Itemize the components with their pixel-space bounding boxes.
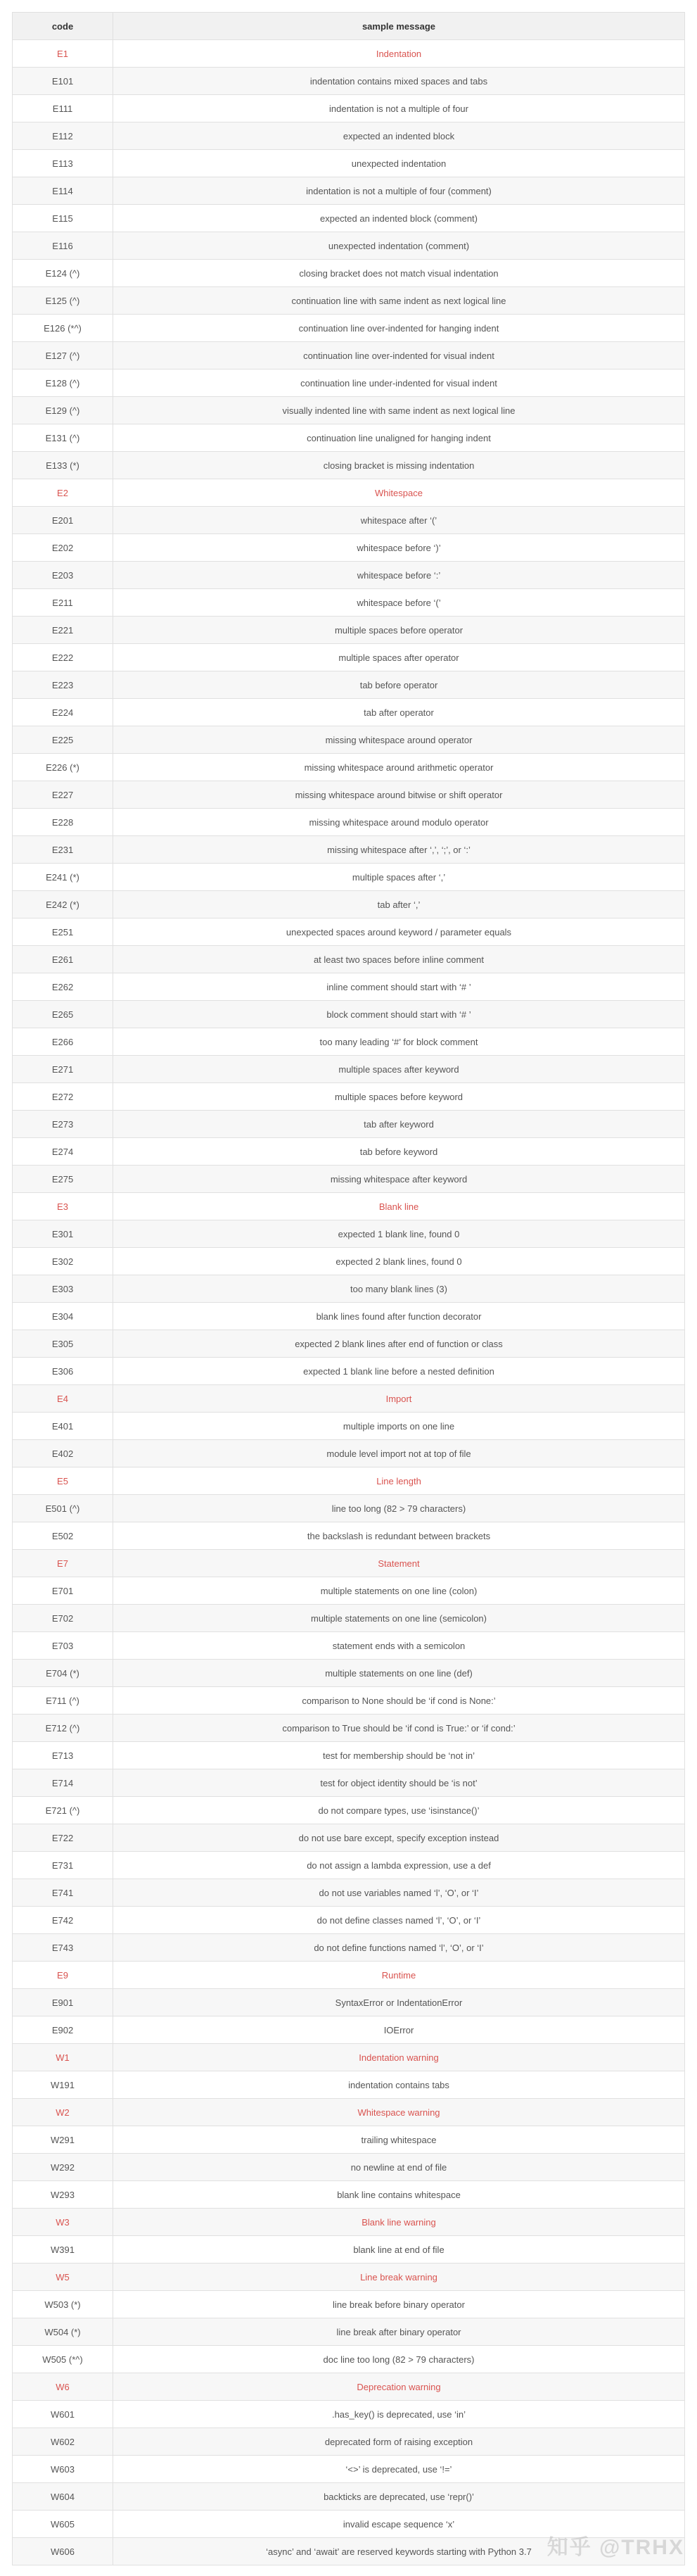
code-cell: E116 — [13, 232, 113, 260]
message-cell: Line length — [113, 1467, 685, 1495]
message-cell: blank line at end of file — [113, 2236, 685, 2264]
table-row — [13, 2181, 685, 2209]
message-cell: Line break warning — [113, 2264, 685, 2291]
code-cell: E129 (^) — [13, 397, 113, 424]
code-cell: E501 (^) — [13, 1495, 113, 1522]
table-row — [13, 589, 685, 617]
table-row — [13, 1989, 685, 2016]
table-row — [13, 1824, 685, 1852]
code-cell: E305 — [13, 1330, 113, 1358]
code-cell: W504 (*) — [13, 2318, 113, 2346]
message-cell: Deprecation warning — [113, 2373, 685, 2401]
code-cell: E115 — [13, 205, 113, 232]
code-cell: E275 — [13, 1166, 113, 1193]
table-row — [13, 1056, 685, 1083]
message-cell: test for object identity should be ‘is not’ — [113, 1769, 685, 1797]
table-row — [13, 891, 685, 918]
code-cell: E711 (^) — [13, 1687, 113, 1715]
code-cell: E203 — [13, 562, 113, 589]
message-cell: unexpected spaces around keyword / parameter equals — [113, 918, 685, 946]
message-cell: invalid escape sequence ‘x’ — [113, 2511, 685, 2538]
table-row — [13, 699, 685, 726]
table-row — [13, 1769, 685, 1797]
section-row — [13, 40, 685, 68]
table-row — [13, 2511, 685, 2538]
code-cell: W503 (*) — [13, 2291, 113, 2318]
code-cell: W505 (*^) — [13, 2346, 113, 2373]
message-cell: whitespace before ‘(’ — [113, 589, 685, 617]
table-row — [13, 1001, 685, 1028]
table-row — [13, 1111, 685, 1138]
message-cell: do not define functions named ‘l’, ‘O’, or ‘I’ — [113, 1934, 685, 1962]
table-row — [13, 2154, 685, 2181]
section-row — [13, 479, 685, 507]
code-cell: W602 — [13, 2428, 113, 2456]
message-cell: blank line contains whitespace — [113, 2181, 685, 2209]
message-cell: Statement — [113, 1550, 685, 1577]
table-row — [13, 1358, 685, 1385]
message-cell: expected an indented block (comment) — [113, 205, 685, 232]
table-row — [13, 864, 685, 891]
message-cell: Blank line warning — [113, 2209, 685, 2236]
message-cell: continuation line over-indented for visual indent — [113, 342, 685, 370]
code-cell: E125 (^) — [13, 287, 113, 315]
table-row — [13, 2428, 685, 2456]
message-cell: multiple statements on one line (def) — [113, 1660, 685, 1687]
code-cell: W1 — [13, 2044, 113, 2071]
message-cell: expected 2 blank lines, found 0 — [113, 1248, 685, 1275]
code-cell: E127 (^) — [13, 342, 113, 370]
table-row — [13, 809, 685, 836]
error-code-table — [12, 12, 685, 2565]
section-row — [13, 1962, 685, 1989]
code-cell: E741 — [13, 1879, 113, 1907]
message-cell: line break before binary operator — [113, 2291, 685, 2318]
table-row — [13, 315, 685, 342]
table-row — [13, 1742, 685, 1769]
code-cell: E113 — [13, 150, 113, 177]
table-row — [13, 1495, 685, 1522]
code-cell: E3 — [13, 1193, 113, 1220]
message-cell: do not compare types, use ‘isinstance()’ — [113, 1797, 685, 1824]
message-cell: multiple spaces before operator — [113, 617, 685, 644]
code-cell: W293 — [13, 2181, 113, 2209]
code-cell: E133 (*) — [13, 452, 113, 479]
code-cell: E901 — [13, 1989, 113, 2016]
section-row — [13, 1385, 685, 1413]
message-cell: tab before operator — [113, 671, 685, 699]
message-cell: no newline at end of file — [113, 2154, 685, 2181]
table-row — [13, 617, 685, 644]
message-cell: tab after operator — [113, 699, 685, 726]
code-cell: E202 — [13, 534, 113, 562]
message-cell: indentation contains mixed spaces and tabs — [113, 68, 685, 95]
message-cell: block comment should start with ‘# ’ — [113, 1001, 685, 1028]
message-cell: line break after binary operator — [113, 2318, 685, 2346]
code-cell: E303 — [13, 1275, 113, 1303]
message-cell: backticks are deprecated, use ‘repr()’ — [113, 2483, 685, 2511]
message-cell: unexpected indentation — [113, 150, 685, 177]
table-row — [13, 1715, 685, 1742]
table-row — [13, 424, 685, 452]
message-cell: missing whitespace after ‘,’, ‘;’, or ‘:’ — [113, 836, 685, 864]
message-cell: inline comment should start with ‘# ’ — [113, 973, 685, 1001]
message-cell: expected 1 blank line, found 0 — [113, 1220, 685, 1248]
message-cell: continuation line with same indent as next logical line — [113, 287, 685, 315]
message-cell: continuation line over-indented for hanging indent — [113, 315, 685, 342]
table-row — [13, 1083, 685, 1111]
table-row — [13, 1687, 685, 1715]
code-cell: E231 — [13, 836, 113, 864]
code-cell: E261 — [13, 946, 113, 973]
code-cell: W601 — [13, 2401, 113, 2428]
section-row — [13, 1550, 685, 1577]
message-cell: deprecated form of raising exception — [113, 2428, 685, 2456]
code-cell: E227 — [13, 781, 113, 809]
message-cell: do not define classes named ‘l’, ‘O’, or ‘I’ — [113, 1907, 685, 1934]
message-cell: doc line too long (82 > 79 characters) — [113, 2346, 685, 2373]
code-cell: E402 — [13, 1440, 113, 1467]
table-row — [13, 2346, 685, 2373]
table-row — [13, 1797, 685, 1824]
code-cell: W2 — [13, 2099, 113, 2126]
code-cell: E7 — [13, 1550, 113, 1577]
table-row — [13, 122, 685, 150]
code-cell: E223 — [13, 671, 113, 699]
message-cell: do not assign a lambda expression, use a def — [113, 1852, 685, 1879]
code-cell: E9 — [13, 1962, 113, 1989]
table-row — [13, 1934, 685, 1962]
table-row — [13, 260, 685, 287]
code-cell: E242 (*) — [13, 891, 113, 918]
table-row — [13, 2236, 685, 2264]
message-cell: whitespace before ‘)’ — [113, 534, 685, 562]
message-cell: multiple statements on one line (colon) — [113, 1577, 685, 1605]
table-row — [13, 370, 685, 397]
message-cell: at least two spaces before inline comment — [113, 946, 685, 973]
code-cell: E1 — [13, 40, 113, 68]
code-cell: E306 — [13, 1358, 113, 1385]
section-row — [13, 2099, 685, 2126]
code-cell: E2 — [13, 479, 113, 507]
table-row — [13, 1440, 685, 1467]
message-cell: module level import not at top of file — [113, 1440, 685, 1467]
table-row — [13, 754, 685, 781]
code-cell: E266 — [13, 1028, 113, 1056]
message-cell: .has_key() is deprecated, use ‘in’ — [113, 2401, 685, 2428]
message-cell: blank lines found after function decorator — [113, 1303, 685, 1330]
code-cell: W391 — [13, 2236, 113, 2264]
code-cell: E211 — [13, 589, 113, 617]
code-cell: W603 — [13, 2456, 113, 2483]
table-row — [13, 150, 685, 177]
message-cell: Import — [113, 1385, 685, 1413]
message-cell: missing whitespace around modulo operator — [113, 809, 685, 836]
table-row — [13, 534, 685, 562]
message-cell: comparison to True should be ‘if cond is True:’ or ‘if cond:’ — [113, 1715, 685, 1742]
code-cell: E262 — [13, 973, 113, 1001]
code-cell: E304 — [13, 1303, 113, 1330]
table-row — [13, 1577, 685, 1605]
message-column-header: sample message — [113, 13, 685, 40]
code-cell: E114 — [13, 177, 113, 205]
code-column-header: code — [13, 13, 113, 40]
message-cell: continuation line unaligned for hanging indent — [113, 424, 685, 452]
table-row — [13, 973, 685, 1001]
table-row — [13, 95, 685, 122]
table-row — [13, 2483, 685, 2511]
code-cell: E902 — [13, 2016, 113, 2044]
message-cell: multiple spaces after keyword — [113, 1056, 685, 1083]
table-row — [13, 726, 685, 754]
table-row — [13, 1605, 685, 1632]
table-row — [13, 507, 685, 534]
table-row — [13, 1220, 685, 1248]
table-row — [13, 397, 685, 424]
code-cell: E222 — [13, 644, 113, 671]
code-cell: E704 (*) — [13, 1660, 113, 1687]
message-cell: missing whitespace around bitwise or shift operator — [113, 781, 685, 809]
message-cell: Blank line — [113, 1193, 685, 1220]
section-row — [13, 2373, 685, 2401]
code-cell: E111 — [13, 95, 113, 122]
code-cell: E224 — [13, 699, 113, 726]
code-cell: E251 — [13, 918, 113, 946]
code-cell: E703 — [13, 1632, 113, 1660]
message-cell: IOError — [113, 2016, 685, 2044]
code-cell: E4 — [13, 1385, 113, 1413]
code-cell: E5 — [13, 1467, 113, 1495]
table-row — [13, 1413, 685, 1440]
code-cell: E731 — [13, 1852, 113, 1879]
message-cell: trailing whitespace — [113, 2126, 685, 2154]
message-cell: ‘<>’ is deprecated, use ‘!=’ — [113, 2456, 685, 2483]
code-cell: E714 — [13, 1769, 113, 1797]
message-cell: too many blank lines (3) — [113, 1275, 685, 1303]
table-row — [13, 1852, 685, 1879]
code-cell: E721 (^) — [13, 1797, 113, 1824]
table-row — [13, 205, 685, 232]
message-cell: SyntaxError or IndentationError — [113, 1989, 685, 2016]
table-row — [13, 1632, 685, 1660]
table-row — [13, 671, 685, 699]
table-row — [13, 2538, 685, 2565]
message-cell: multiple spaces after operator — [113, 644, 685, 671]
code-cell: E743 — [13, 1934, 113, 1962]
message-cell: unexpected indentation (comment) — [113, 232, 685, 260]
message-cell: tab after ‘,’ — [113, 891, 685, 918]
code-cell: E226 (*) — [13, 754, 113, 781]
code-cell: E124 (^) — [13, 260, 113, 287]
message-cell: test for membership should be ‘not in’ — [113, 1742, 685, 1769]
message-cell: whitespace before ‘:’ — [113, 562, 685, 589]
code-cell: W606 — [13, 2538, 113, 2565]
message-cell: indentation contains tabs — [113, 2071, 685, 2099]
code-cell: E241 (*) — [13, 864, 113, 891]
table-row — [13, 2291, 685, 2318]
table-row — [13, 2071, 685, 2099]
table-row — [13, 781, 685, 809]
table-row — [13, 1522, 685, 1550]
message-cell: ‘async’ and ‘await’ are reserved keywords starting with Python 3.7 — [113, 2538, 685, 2565]
table-row — [13, 452, 685, 479]
message-cell: continuation line under-indented for visual indent — [113, 370, 685, 397]
code-cell: W5 — [13, 2264, 113, 2291]
code-cell: E265 — [13, 1001, 113, 1028]
message-cell: missing whitespace after keyword — [113, 1166, 685, 1193]
code-cell: W291 — [13, 2126, 113, 2154]
message-cell: visually indented line with same indent as next logical line — [113, 397, 685, 424]
message-cell: multiple spaces before keyword — [113, 1083, 685, 1111]
message-cell: closing bracket is missing indentation — [113, 452, 685, 479]
code-cell: E713 — [13, 1742, 113, 1769]
table-row — [13, 342, 685, 370]
table-row — [13, 177, 685, 205]
table-row — [13, 1248, 685, 1275]
code-cell: E271 — [13, 1056, 113, 1083]
message-cell: multiple statements on one line (semicolon) — [113, 1605, 685, 1632]
code-cell: E131 (^) — [13, 424, 113, 452]
message-cell: indentation is not a multiple of four — [113, 95, 685, 122]
message-cell: do not use variables named ‘l’, ‘O’, or ‘I’ — [113, 1879, 685, 1907]
code-cell: E112 — [13, 122, 113, 150]
section-row — [13, 2044, 685, 2071]
message-cell: indentation is not a multiple of four (comment) — [113, 177, 685, 205]
message-cell: missing whitespace around arithmetic operator — [113, 754, 685, 781]
message-cell: statement ends with a semicolon — [113, 1632, 685, 1660]
message-cell: multiple spaces after ‘,’ — [113, 864, 685, 891]
table-row — [13, 1138, 685, 1166]
table-row — [13, 68, 685, 95]
code-cell: E712 (^) — [13, 1715, 113, 1742]
code-cell: E225 — [13, 726, 113, 754]
message-cell: expected 2 blank lines after end of function or class — [113, 1330, 685, 1358]
message-cell: Indentation — [113, 40, 685, 68]
table-row — [13, 1166, 685, 1193]
header-row — [13, 13, 685, 40]
section-row — [13, 1193, 685, 1220]
message-cell: missing whitespace around operator — [113, 726, 685, 754]
table-row — [13, 1879, 685, 1907]
table-row — [13, 287, 685, 315]
code-cell: W6 — [13, 2373, 113, 2401]
message-cell: closing bracket does not match visual indentation — [113, 260, 685, 287]
table-row — [13, 836, 685, 864]
message-cell: Runtime — [113, 1962, 685, 1989]
code-cell: E742 — [13, 1907, 113, 1934]
message-cell: Whitespace warning — [113, 2099, 685, 2126]
section-row — [13, 2209, 685, 2236]
table-row — [13, 2456, 685, 2483]
code-cell: W292 — [13, 2154, 113, 2181]
message-cell: expected 1 blank line before a nested definition — [113, 1358, 685, 1385]
message-cell: line too long (82 > 79 characters) — [113, 1495, 685, 1522]
section-row — [13, 1467, 685, 1495]
code-cell: E221 — [13, 617, 113, 644]
code-cell: W605 — [13, 2511, 113, 2538]
code-cell: E228 — [13, 809, 113, 836]
code-cell: E274 — [13, 1138, 113, 1166]
code-cell: E273 — [13, 1111, 113, 1138]
code-cell: E701 — [13, 1577, 113, 1605]
message-cell: comparison to None should be ‘if cond is None:’ — [113, 1687, 685, 1715]
table-row — [13, 946, 685, 973]
message-cell: the backslash is redundant between brackets — [113, 1522, 685, 1550]
table-row — [13, 1028, 685, 1056]
table-row — [13, 1907, 685, 1934]
table-row — [13, 2401, 685, 2428]
code-cell: E201 — [13, 507, 113, 534]
code-cell: E401 — [13, 1413, 113, 1440]
message-cell: Whitespace — [113, 479, 685, 507]
code-cell: E101 — [13, 68, 113, 95]
message-cell: tab before keyword — [113, 1138, 685, 1166]
table-row — [13, 1330, 685, 1358]
message-cell: too many leading ‘#’ for block comment — [113, 1028, 685, 1056]
section-row — [13, 2264, 685, 2291]
code-cell: E128 (^) — [13, 370, 113, 397]
table-row — [13, 644, 685, 671]
message-cell: tab after keyword — [113, 1111, 685, 1138]
table-row — [13, 2016, 685, 2044]
code-cell: E702 — [13, 1605, 113, 1632]
message-cell: expected an indented block — [113, 122, 685, 150]
table-row — [13, 2318, 685, 2346]
table-row — [13, 1303, 685, 1330]
code-cell: W604 — [13, 2483, 113, 2511]
table-row — [13, 918, 685, 946]
code-cell: W191 — [13, 2071, 113, 2099]
message-cell: Indentation warning — [113, 2044, 685, 2071]
code-cell: E301 — [13, 1220, 113, 1248]
code-cell: E722 — [13, 1824, 113, 1852]
table-row — [13, 232, 685, 260]
message-cell: whitespace after ‘(’ — [113, 507, 685, 534]
table-row — [13, 2126, 685, 2154]
message-cell: multiple imports on one line — [113, 1413, 685, 1440]
watermark: 知乎 @TRHX — [546, 2536, 684, 2559]
message-cell: do not use bare except, specify exception instead — [113, 1824, 685, 1852]
code-cell: W3 — [13, 2209, 113, 2236]
code-cell: E502 — [13, 1522, 113, 1550]
table-row — [13, 1275, 685, 1303]
table-row — [13, 562, 685, 589]
table-row — [13, 1660, 685, 1687]
code-cell: E272 — [13, 1083, 113, 1111]
code-cell: E126 (*^) — [13, 315, 113, 342]
code-cell: E302 — [13, 1248, 113, 1275]
